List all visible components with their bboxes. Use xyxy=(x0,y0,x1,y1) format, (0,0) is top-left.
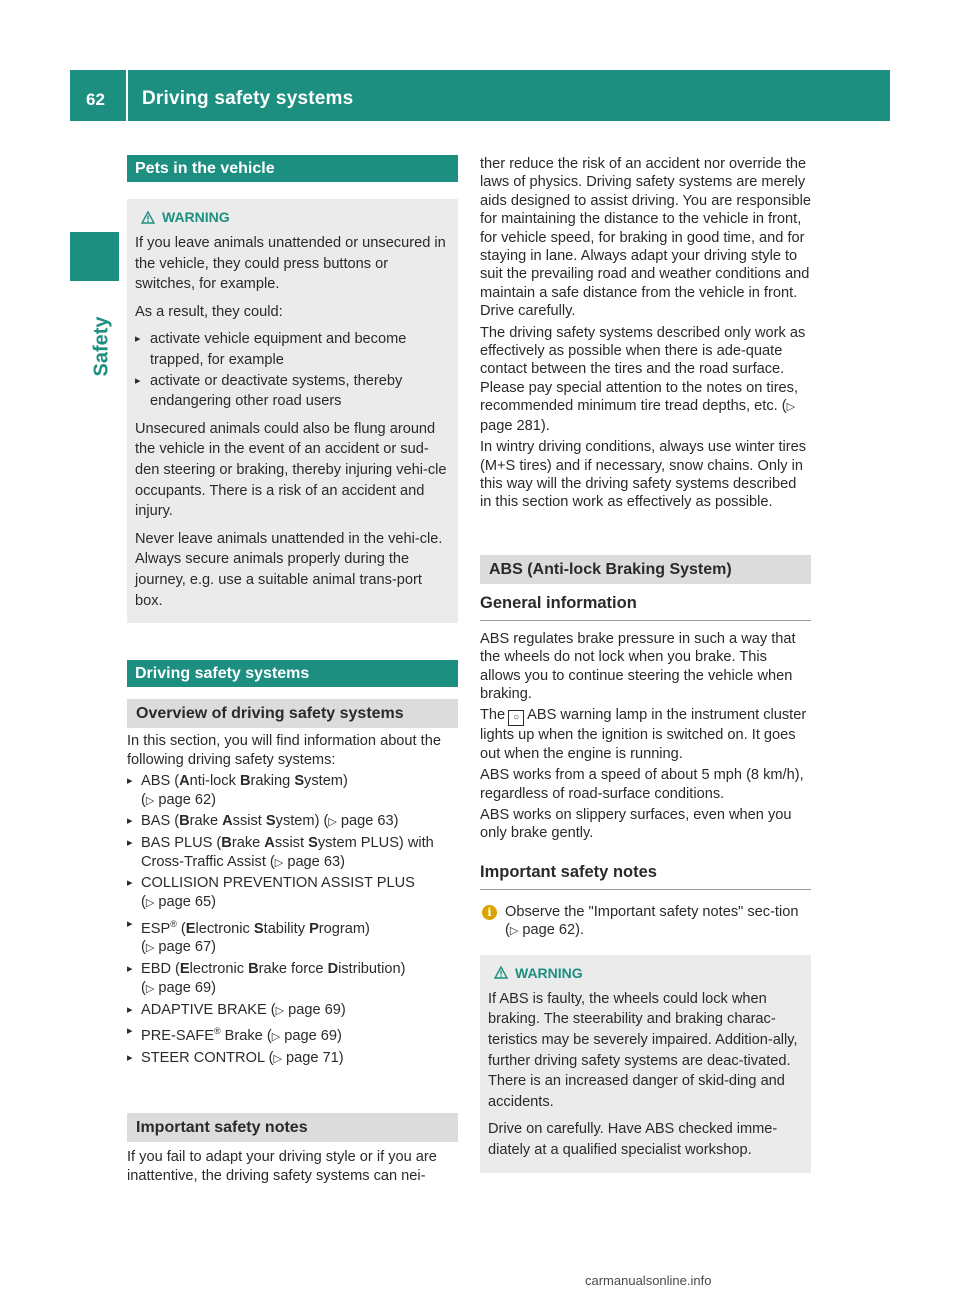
important-notes-heading: Important safety notes xyxy=(127,1113,458,1142)
paragraph: In this section, you will find information about the following driving safety systems: xyxy=(127,733,441,768)
abs-important-notes-heading: Important safety notes xyxy=(480,863,811,890)
dss-heading: Driving safety systems xyxy=(127,660,458,687)
page-link[interactable]: page 63) xyxy=(287,853,345,870)
overview-body xyxy=(127,732,458,1068)
page-link[interactable]: page 281). xyxy=(480,417,550,434)
list-item: ▸ BAS PLUS (Brake Assist System PLUS) with Cross-Traffic Assist (▷ page 63) xyxy=(127,834,458,872)
continued-text xyxy=(480,155,811,512)
left-column xyxy=(127,155,458,1188)
warning-triangle-icon xyxy=(141,211,155,224)
page-ref-icon: ▷ xyxy=(328,816,337,829)
abs-warning-lamp-icon: ○ xyxy=(508,710,524,726)
page-link[interactable]: page 69) xyxy=(284,1028,342,1045)
page-ref-icon: ▷ xyxy=(145,942,155,955)
watermark: carmanualsonline.info xyxy=(585,1273,712,1288)
paragraph: The ○ ABS warning lamp in the instrument cluster lights up when the ignition is switched on. It goes out when the engine is running. xyxy=(480,707,807,762)
warning-paragraph: As a result, they could: xyxy=(135,303,283,320)
page-ref-icon: ▷ xyxy=(275,1004,285,1017)
list-item: ▸ activate vehicle equipment and become trapped, for example xyxy=(135,329,450,370)
warning-label: WARNING xyxy=(162,209,230,225)
header-divider xyxy=(126,70,128,121)
info-note xyxy=(480,903,811,941)
list-item: ▸ ADAPTIVE BRAKE (▷ page 69) xyxy=(127,1001,458,1021)
info-icon: i xyxy=(482,905,497,920)
page-link[interactable]: page 69) xyxy=(288,1001,346,1018)
paragraph: ABS regulates brake pressure in such a way that the wheels do not lock when you brake. This allows you to continue steering the vehicle when braking. xyxy=(480,630,796,702)
list-item: ▸ PRE-SAFE® Brake (▷ page 69) xyxy=(127,1022,458,1047)
warning-title xyxy=(488,965,803,981)
page-ref-icon: ▷ xyxy=(509,925,519,938)
abs-warning-box xyxy=(480,955,811,1173)
list-item: ▸ activate or deactivate systems, thereby endangering other road users xyxy=(135,371,450,412)
page-link[interactable]: page 62). xyxy=(522,922,585,939)
important-notes-body xyxy=(127,1148,458,1185)
page-ref-icon: ▷ xyxy=(274,856,284,869)
paragraph: The driving safety systems described only work as effectively as possible when there is ade-quate contact between the tires and the road surface. Please pay special attention to the notes on tires, recommended minimum tire tread depths, etc. (▷ page 281). xyxy=(480,324,806,434)
warning-triangle-icon xyxy=(494,966,508,979)
warning-paragraph: Never leave animals unattended in the vehi-cle. Always secure animals properly during the journey, e.g. use a suitable animal trans-port box. xyxy=(135,530,443,609)
page-link[interactable]: page 67) xyxy=(158,939,217,956)
list-item: ▸ STEER CONTROL (▷ page 71) xyxy=(127,1049,458,1069)
info-text: Observe the "Important safety notes" sec-tion (▷ page 62). xyxy=(505,903,799,939)
page-ref-icon: ▷ xyxy=(145,897,155,910)
page-link[interactable]: page 65) xyxy=(158,894,217,911)
page-link[interactable]: page 63) xyxy=(340,813,399,830)
warning-bullet-list xyxy=(135,329,450,411)
right-column xyxy=(480,155,811,1173)
paragraph: ther reduce the risk of an accident nor override the laws of physics. Driving safety systems are merely aids designed to assist driving. You are responsible for maintaining the distance to the vehicle in front, for vehicle speed, for braking in good time, and for staying in lane. Always adapt your driving style to suit the prevailing road and weather conditions and maintain a safe distance from the vehicle in front. Drive carefully. xyxy=(480,156,812,320)
page-link[interactable]: page 71) xyxy=(285,1049,344,1066)
page-ref-icon: ▷ xyxy=(786,401,796,414)
page-ref-icon: ▷ xyxy=(145,982,155,995)
page-link[interactable]: page 69) xyxy=(158,979,217,996)
overview-heading: Overview of driving safety systems xyxy=(127,699,458,728)
list-item: ▸ COLLISION PREVENTION ASSIST PLUS (▷ page 65) xyxy=(127,874,458,912)
page-ref-icon: ▷ xyxy=(273,1052,282,1065)
page-ref-icon: ▷ xyxy=(271,1031,281,1044)
warning-paragraph: If you leave animals unattended or unsecured in the vehicle, they could press buttons or switches, for example. xyxy=(135,235,446,293)
page-ref-icon: ▷ xyxy=(145,794,155,807)
abs-general-body xyxy=(480,630,811,843)
systems-list xyxy=(127,772,458,1069)
page-number: 62 xyxy=(86,90,105,109)
abs-heading: ABS (Anti-lock Braking System) xyxy=(480,555,811,584)
list-item: ▸ EBD (Electronic Brake force Distribution) (▷ page 69) xyxy=(127,960,458,998)
warning-paragraph: Unsecured animals could also be flung around the vehicle in the event of an accident or sud-den steering or braking, thereby injuring vehi-cle occupants. There is a risk of an accident and injury. xyxy=(135,420,447,520)
paragraph: ABS works from a speed of about 5 mph (8 km/h), regardless of road-surface conditions. xyxy=(480,767,804,802)
list-item: ▸ ESP® (Electronic Stability Program) (▷ page 67) xyxy=(127,915,458,958)
side-section-label: Safety xyxy=(90,316,113,377)
pets-warning-box xyxy=(127,199,458,623)
general-information-heading: General information xyxy=(480,594,811,621)
warning-label: WARNING xyxy=(515,964,583,981)
list-item: ▸ BAS (Brake Assist System) (▷ page 63) xyxy=(127,812,458,832)
warning-title xyxy=(135,209,450,225)
page-link[interactable]: page 62) xyxy=(158,791,217,808)
side-tab-block xyxy=(70,232,119,281)
paragraph: In wintry driving conditions, always use winter tires (M+S tires) and if necessary, snow chains. Only in this way will the driving safety systems described in this section work as effectively as possible. xyxy=(480,439,807,511)
pets-heading: Pets in the vehicle xyxy=(127,155,458,182)
chapter-title: Driving safety systems xyxy=(142,88,354,109)
paragraph: If you fail to adapt your driving style or if you are inattentive, the driving safety systems can nei- xyxy=(127,1149,437,1184)
list-item: ▸ ABS (Anti-lock Braking System) (▷ page 62) xyxy=(127,772,458,810)
warning-paragraph: If ABS is faulty, the wheels could lock when braking. The steerability and braking charac-teristics may be severely impaired. Addition-ally, further driving safety systems are deac-tivated. There is an increased danger of skid-ding and accidents. xyxy=(488,990,798,1110)
paragraph: ABS works on slippery surfaces, even when you only brake gently. xyxy=(480,806,792,842)
warning-paragraph: Drive on carefully. Have ABS checked imme-diately at a qualified specialist workshop. xyxy=(488,1121,778,1158)
